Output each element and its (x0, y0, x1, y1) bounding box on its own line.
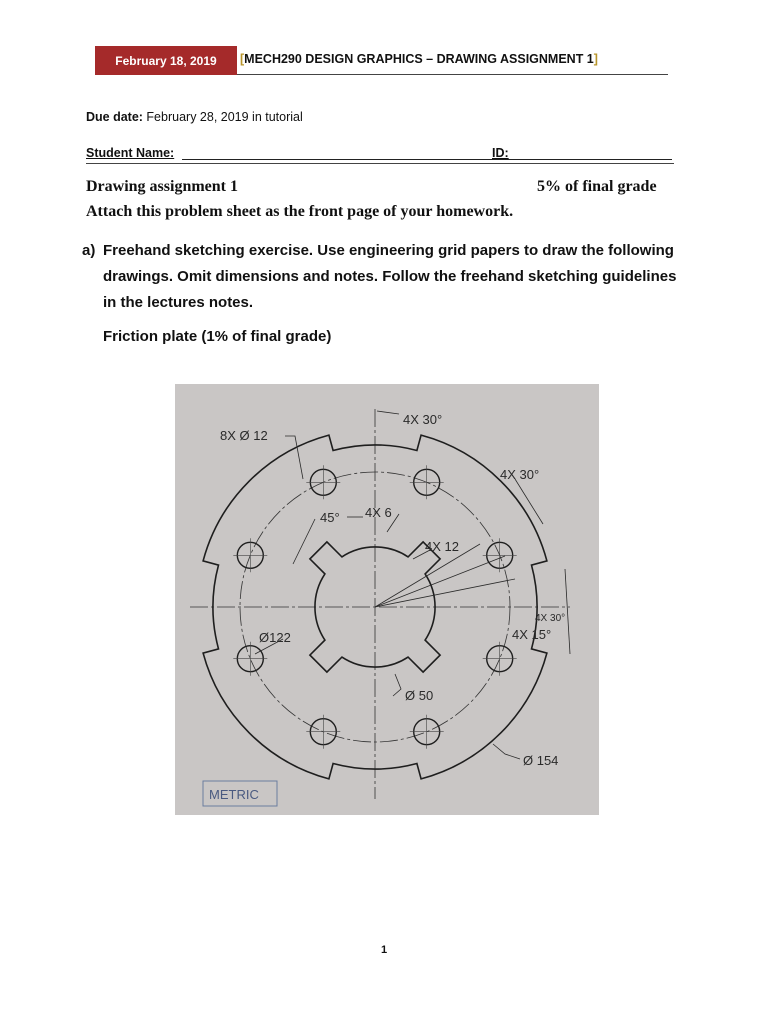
small-angle-arc (565, 569, 570, 654)
student-id-line (512, 159, 672, 160)
outer-leader (493, 744, 520, 759)
label-outer: Ø 154 (523, 753, 559, 768)
label-right-notch: 4X 30° (500, 467, 540, 482)
label-angle-15: 4X 15° (512, 627, 552, 642)
attach-note: Attach this problem sheet as the front page of your homework. (86, 203, 514, 220)
label-key-depth: 4X 12 (425, 539, 459, 554)
friction-plate-subtitle: Friction plate (1% of final grade) (103, 328, 332, 345)
header-title (240, 52, 598, 66)
top-notch-leader (377, 411, 399, 414)
bracket-open: [ (240, 52, 245, 66)
label-key-width: 4X 6 (365, 505, 392, 520)
student-id-label: ID: (492, 146, 509, 160)
part-a-marker: a) (82, 242, 96, 259)
page-number: 1 (380, 944, 388, 956)
due-date-label: Due date: (86, 110, 143, 124)
student-name-label: Student Name: (86, 146, 175, 160)
holes-leader (285, 436, 303, 479)
student-info-row (86, 146, 674, 160)
bracket-close: ] (593, 52, 598, 66)
label-bore: Ø 50 (405, 688, 434, 703)
label-angle-45: 45° (320, 510, 340, 525)
header-date: February 18, 2019 (95, 46, 237, 75)
student-name-line (182, 159, 568, 160)
student-divider (86, 163, 674, 164)
due-date (86, 110, 303, 124)
metric-label: METRIC (209, 787, 259, 802)
part-a (82, 238, 692, 316)
label-top-notch: 4X 30° (403, 412, 443, 427)
label-small-angle: 4X 30° (535, 613, 566, 624)
header-divider (237, 74, 668, 75)
friction-plate-svg (175, 384, 599, 815)
due-date-value: February 28, 2019 in tutorial (142, 110, 303, 124)
assignment-title: Drawing assignment 1 (86, 178, 239, 195)
label-holes: 8X Ø 12 (220, 428, 268, 443)
part-a-text: Freehand sketching exercise. Use engineering grid papers to draw the following drawings. Omit dimensions and notes. Follow the freehand sketching guidelines in the lectures notes. (103, 242, 677, 311)
label-bolt-circle: Ø122 (259, 630, 291, 645)
assignment-grade: 5% of final grade (537, 178, 657, 195)
header-title-text: MECH290 DESIGN GRAPHICS – DRAWING ASSIGNMENT 1 (244, 52, 594, 66)
bore-leader (393, 674, 401, 696)
friction-plate-drawing (175, 384, 599, 815)
